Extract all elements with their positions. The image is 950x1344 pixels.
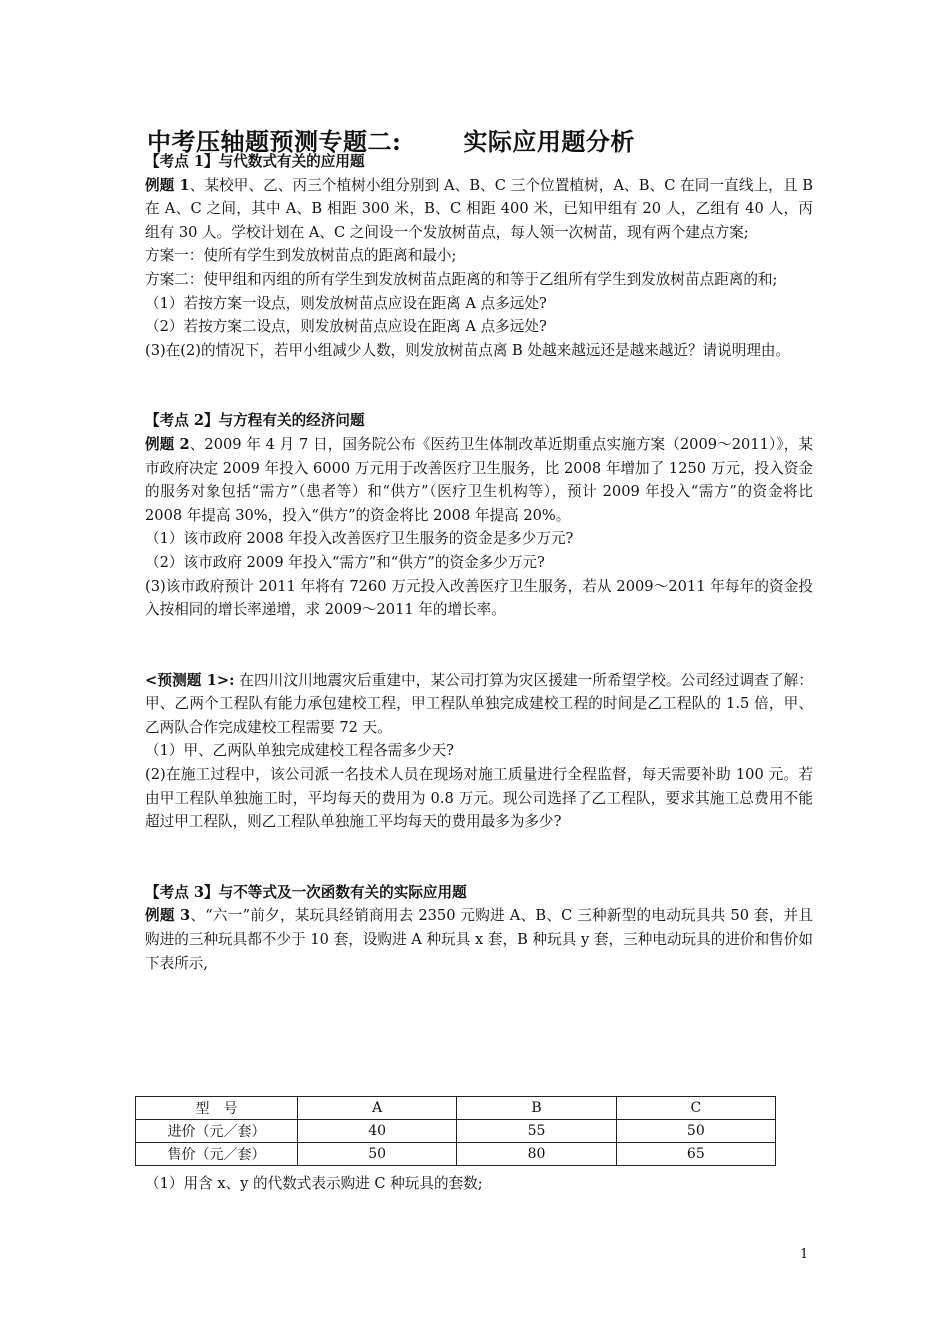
table-header-cell: 型 号	[136, 1097, 298, 1120]
section2-heading: 【考点 2】与方程有关的经济问题	[145, 412, 365, 430]
table-cell: 50	[616, 1120, 775, 1143]
table-cell: 进价（元／套）	[136, 1120, 298, 1143]
prediction1-text: 在四川汶川地震灾后重建中，某公司打算为灾区援建一所希望学校。公司经过调查了解：甲、乙两个工程队有能力承包建校工程，甲工程队单独完成建校工程的时间是乙工程队的 1.5 倍，甲、乙两队合作完成建校工程需要 72 天。	[145, 671, 813, 736]
example2-text: 、2009 年 4 月 7 日，国务院公布《医药卫生体制改革近期重点实施方案（2009～2011）》，某市政府决定 2009 年投入 6000 万元用于改善医疗卫生服务，比 2008 年增加了 1250 万元，投入资金的服务对象包括“需方”（患者等）和“供方”（医疗卫生机构等），预计 2009 年投入“需方”的资金将比 2008 年提高 30%，投入“供方”的资金将比 2008 年提高 20%。	[145, 435, 813, 524]
example2-label: 例题 2	[145, 435, 190, 453]
table-cell: 40	[298, 1120, 457, 1143]
example2-paragraph	[145, 433, 813, 527]
example3-text: 、“六一”前夕，某玩具经销商用去 2350 元购进 A、B、C 三种新型的电动玩具共 50 套，并且购进的三种玩具都不少于 10 套，设购进 A 种玩具 x 套，B 种玩具 y 套，三种电动玩具的进价和售价如下表所示,	[145, 907, 813, 972]
table-header-cell: B	[457, 1097, 616, 1120]
spacer	[145, 622, 813, 669]
example3-paragraph	[145, 904, 813, 975]
table-header-cell: A	[298, 1097, 457, 1120]
prediction1-line: （1）甲、乙两队单独完成建校工程各需多少天?	[145, 742, 454, 760]
example1-label: 例题 1	[145, 176, 190, 194]
example1-text: 、某校甲、乙、丙三个植树小组分别到 A、B、C 三个位置植树，A、B、C 在同一直线上，且 B 在 A、C 之间，其中 A、B 相距 300 米，B、C 相距 400 米，已知甲组有 20 人，乙组有 40 人，丙组有 30 人。学校计划在 A、C 之间设一个发放树苗点，每人领一次树苗，现有两个建点方案;	[145, 176, 813, 241]
section1-heading: 【考点 1】与代数式有关的应用题	[145, 153, 365, 170]
question-line: （1）用含 x、y 的代数式表示购进 C 种玩具的套数;	[145, 1175, 483, 1192]
table-header-row	[136, 1097, 776, 1120]
example1-paragraph	[145, 174, 813, 245]
title-part2: 实际应用题分析	[463, 127, 635, 156]
example2-line: (3)该市政府预计 2011 年将有 7260 万元投入改善医疗卫生服务，若从 2009～2011 年每年的资金投入按相同的增长率递增，求 2009～2011 年的增长率。	[145, 577, 813, 619]
section3-heading: 【考点 3】与不等式及一次函数有关的实际应用题	[145, 883, 467, 901]
page-number: 1	[800, 1247, 809, 1262]
document-body	[145, 150, 813, 975]
table-cell: 50	[298, 1143, 457, 1166]
table-cell: 80	[457, 1143, 616, 1166]
example2-line: （2）该市政府 2009 年投入“需方”和“供方”的资金多少万元?	[145, 553, 545, 571]
example1-line: (3)在(2)的情况下，若甲小组减少人数，则发放树苗点离 B 处越来越远还是越来越近？请说明理由。	[145, 341, 791, 359]
spacer	[145, 362, 813, 409]
table-row	[136, 1143, 776, 1166]
table-cell: 65	[616, 1143, 775, 1166]
table-header-cell: C	[616, 1097, 775, 1120]
prediction1-paragraph	[145, 669, 813, 740]
table-row	[136, 1120, 776, 1143]
table-cell: 售价（元／套）	[136, 1143, 298, 1166]
example2-line: （1）该市政府 2008 年投入改善医疗卫生服务的资金是多少万元?	[145, 530, 574, 548]
example1-line: （2）若按方案二设点，则发放树苗点应设在距离 A 点多远处?	[145, 318, 547, 336]
example1-line: 方案一：使所有学生到发放树苗点的距离和最小;	[145, 247, 457, 265]
example3-label: 例题 3	[145, 907, 191, 925]
price-table	[135, 1096, 776, 1166]
table-cell: 55	[457, 1120, 616, 1143]
example1-line: （1）若按方案一设点，则发放树苗点应设在距离 A 点多远处?	[145, 294, 547, 312]
prediction1-label: <预测题 1>:	[145, 671, 235, 689]
example1-line: 方案二：使甲组和丙组的所有学生到发放树苗点距离的和等于乙组所有学生到发放树苗点距离的和;	[145, 270, 778, 288]
prediction1-line: (2)在施工过程中，该公司派一名技术人员在现场对施工质量进行全程监督，每天需要补助 100 元。若由甲工程队单独施工时，平均每天的费用为 0.8 万元。现公司选择了乙工程队，要求其施工总费用不能超过甲工程队，则乙工程队单独施工平均每天的费用最多为多少?	[145, 766, 813, 831]
spacer	[145, 834, 813, 881]
title-part1: 中考压轴题预测专题二:	[147, 127, 402, 156]
